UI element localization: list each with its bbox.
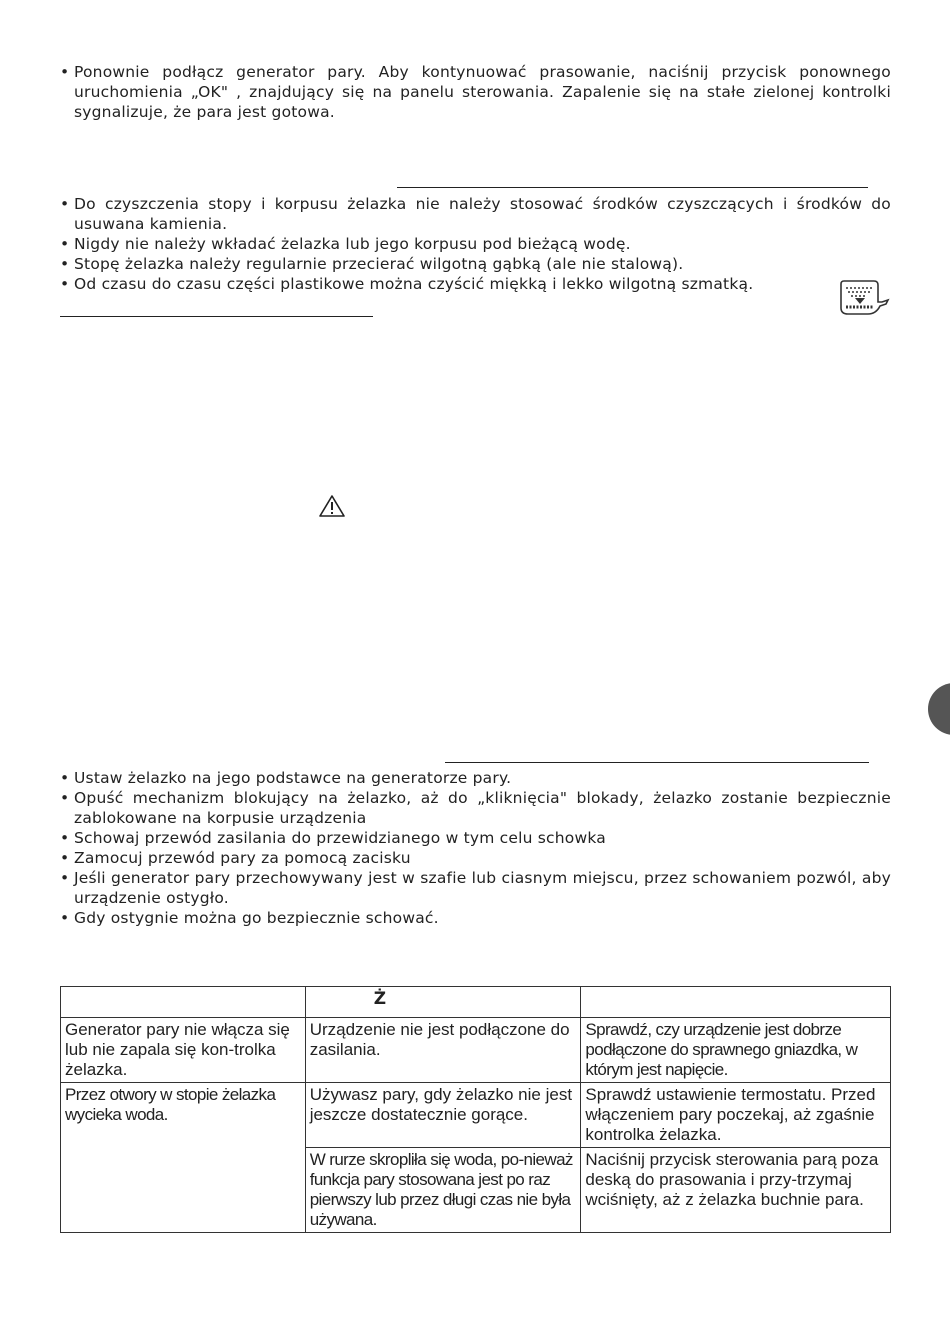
troubleshooting-table (60, 986, 891, 1233)
storage-item: • Schowaj przewód zasilania do przewidzianego w tym celu schowka (60, 828, 891, 848)
section-rule-warning (60, 316, 373, 317)
cause-cell: Używasz pary, gdy żelazko nie jest jeszcze dostatecznie gorące. (305, 1083, 581, 1148)
solution-cell: Sprawdź ustawienie termostatu. Przed włączeniem pary poczekaj, aż zgaśnie kontrolka żelazka. (581, 1083, 891, 1148)
cause-cell: W rurze skropliła się woda, po-nieważ funkcja pary stosowana jest po raz pierwszy lub przez długi czas nie była używana. (305, 1148, 581, 1233)
storage-item: • Jeśli generator pary przechowywany jest w szafie lub ciasnym miejscu, przez schowaniem pozwól, aby urządzenie ostygło. (60, 868, 891, 908)
table-row (61, 1083, 891, 1148)
storage-item: • Zamocuj przewód pary za pomocą zacisku (60, 848, 891, 868)
solution-cell: Naciśnij przycisk sterowania parą poza deską do prasowania i przy-trzymaj wciśnięty, aż z żelazka buchnie para. (581, 1148, 891, 1233)
problem-cell: Generator pary nie włącza się lub nie zapala się kon-trolka żelazka. (61, 1018, 306, 1083)
section-storage (60, 768, 891, 928)
section-rule-storage (445, 762, 869, 763)
storage-item: • Ustaw żelazko na jego podstawce na generatorze pary. (60, 768, 891, 788)
cleaning-item: • Od czasu do czasu części plastikowe można czyścić miękką i lekko wilgotną szmatką. (60, 274, 891, 294)
cause-cell: Urządzenie nie jest podłączone do zasilania. (305, 1018, 581, 1083)
problem-cell: Przez otwory w stopie żelazka wycieka woda. (61, 1083, 306, 1233)
header-cause: Ż (305, 987, 581, 1018)
header-solution (581, 987, 891, 1018)
storage-item: • Gdy ostygnie można go bezpiecznie schować. (60, 908, 891, 928)
cleaning-item: • Do czyszczenia stopy i korpusu żelazka nie należy stosować środków czyszczących i środków do usuwana kamienia. (60, 194, 891, 234)
restart-instruction: • Ponownie podłącz generator pary. Aby kontynuować prasowanie, naciśnij przycisk ponownego uruchomienia „OK" , znajdujący się na panelu sterowania. Zapalenie się na stałe zielonej kontrolki sygnalizuje, że para jest gotowa. (60, 62, 891, 122)
table-row (61, 1018, 891, 1083)
section-cleaning (60, 194, 891, 294)
section-restart (60, 62, 891, 122)
table-header-row (61, 987, 891, 1018)
chapter-tab-marker (928, 683, 950, 735)
section-rule-cleaning (397, 187, 868, 188)
warning-triangle-icon (318, 494, 346, 518)
solution-cell: Sprawdź, czy urządzenie jest dobrze podłączone do sprawnego gniazdka, w którym jest napięcie. (581, 1018, 891, 1083)
iron-soleplate-icon (838, 280, 890, 318)
storage-item: • Opuść mechanizm blokujący na żelazko, aż do „kliknięcia" blokady, żelazko zostanie bezpiecznie zablokowane na korpusie urządzenia (60, 788, 891, 828)
cleaning-item: • Stopę żelazka należy regularnie przecierać wilgotną gąbką (ale nie stalową). (60, 254, 891, 274)
cleaning-item: • Nigdy nie należy wkładać żelazka lub jego korpusu pod bieżącą wodę. (60, 234, 891, 254)
header-problem (61, 987, 306, 1018)
